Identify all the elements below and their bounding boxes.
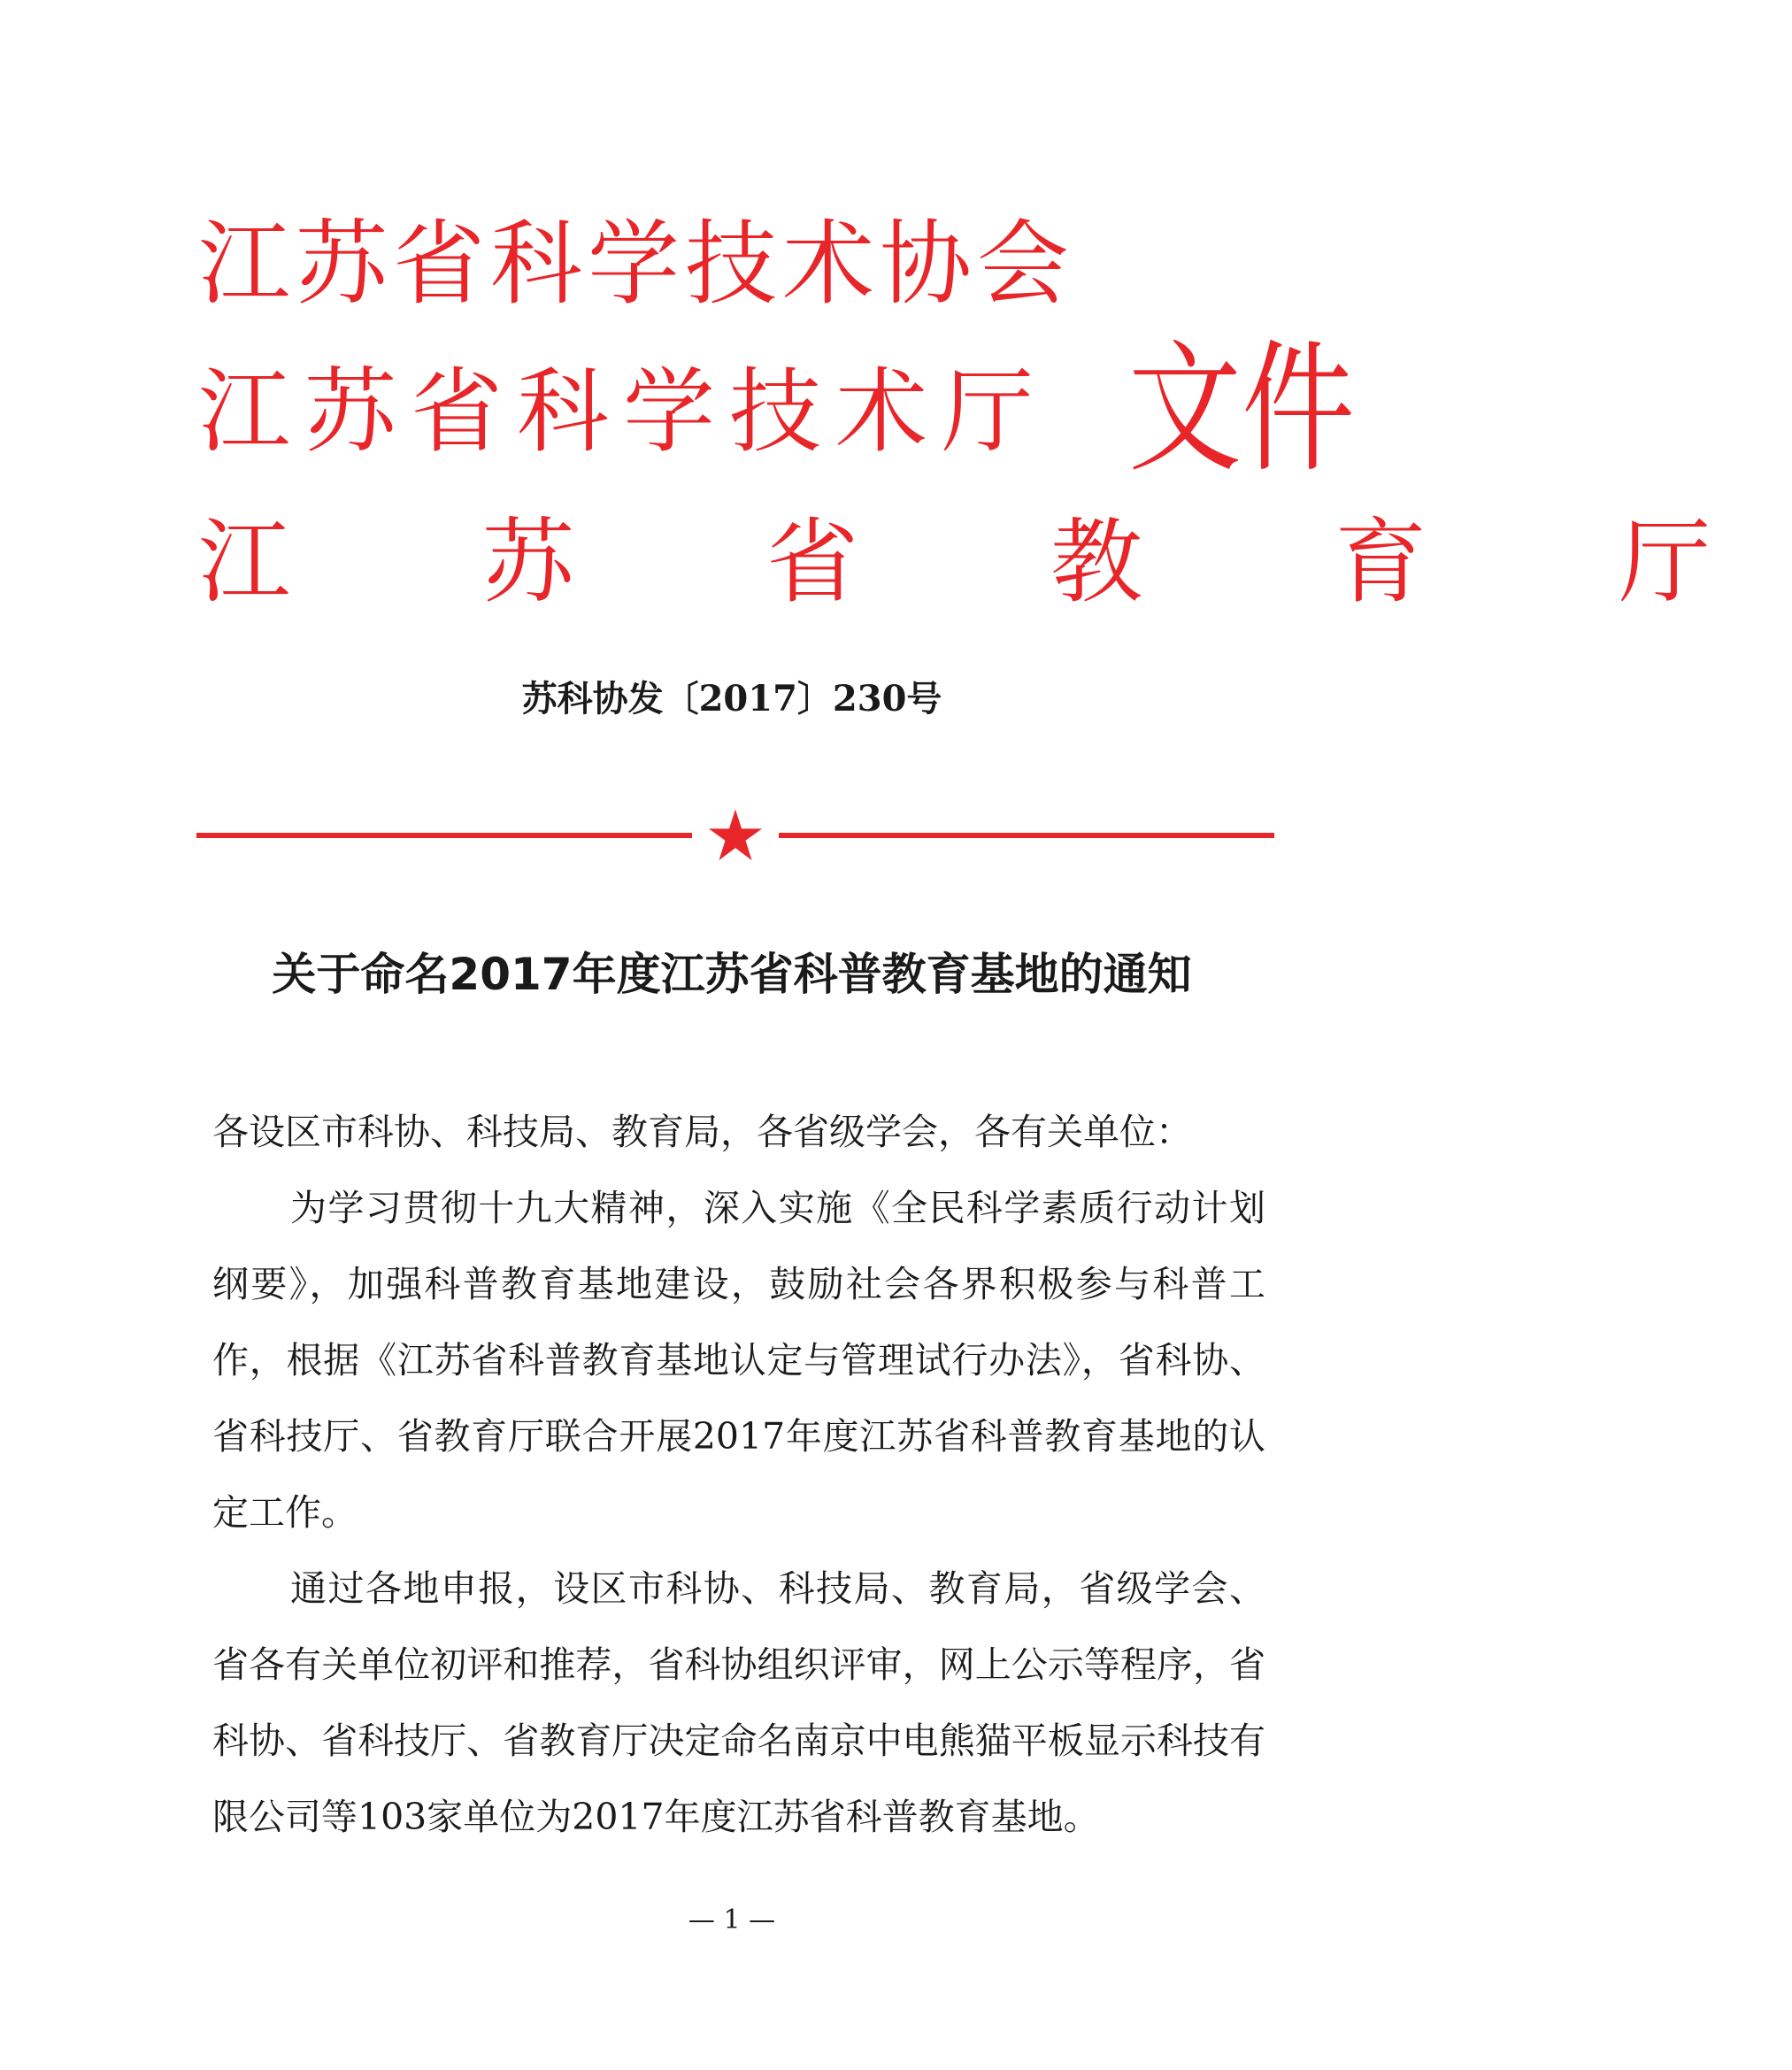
body-paragraph-1: 为学习贯彻十九大精神，深入实施《全民科学素质行动计划纲要》，加强科普教育基地建设，鼓励社会各界积极参与科普工作，根据《江苏省科普教育基地认定与管理试行办法》，省科协、省科技厅、省教育厅联合开展2017年度江苏省科普教育基地的认定工作。 bbox=[212, 1187, 1265, 1534]
document-number: 苏科协发〔2017〕230号 bbox=[521, 678, 942, 719]
red-rule-left bbox=[196, 833, 692, 838]
page-number: — 1 — bbox=[688, 1905, 776, 1935]
notice-title: 关于命名2017年度江苏省科普教育基地的通知 bbox=[272, 949, 1192, 1000]
issuer-science-association: 江苏省科学技术协会 bbox=[198, 210, 1075, 318]
body-paragraph-2: 通过各地申报，设区市科协、科技局、教育局，省级学会、省各有关单位初评和推荐，省科协组织评审，网上公示等程序，省科协、省科技厅、省教育厅决定命名南京中电熊猫平板显示科技有限公司等103家单位为2017年度江苏省科普教育基地。 bbox=[212, 1567, 1265, 1838]
document-word: 文件 bbox=[1128, 327, 1356, 493]
red-rule-right bbox=[779, 833, 1274, 838]
salutation: 各设区市科协、科技局、教育局，各省级学会，各有关单位： bbox=[212, 1111, 1192, 1153]
star-icon bbox=[707, 807, 764, 864]
issuer-science-technology-department: 江苏省科学技术厅 bbox=[198, 358, 1049, 466]
issuer-education-department: 江 苏 省 教 育 厅 bbox=[198, 508, 1792, 616]
